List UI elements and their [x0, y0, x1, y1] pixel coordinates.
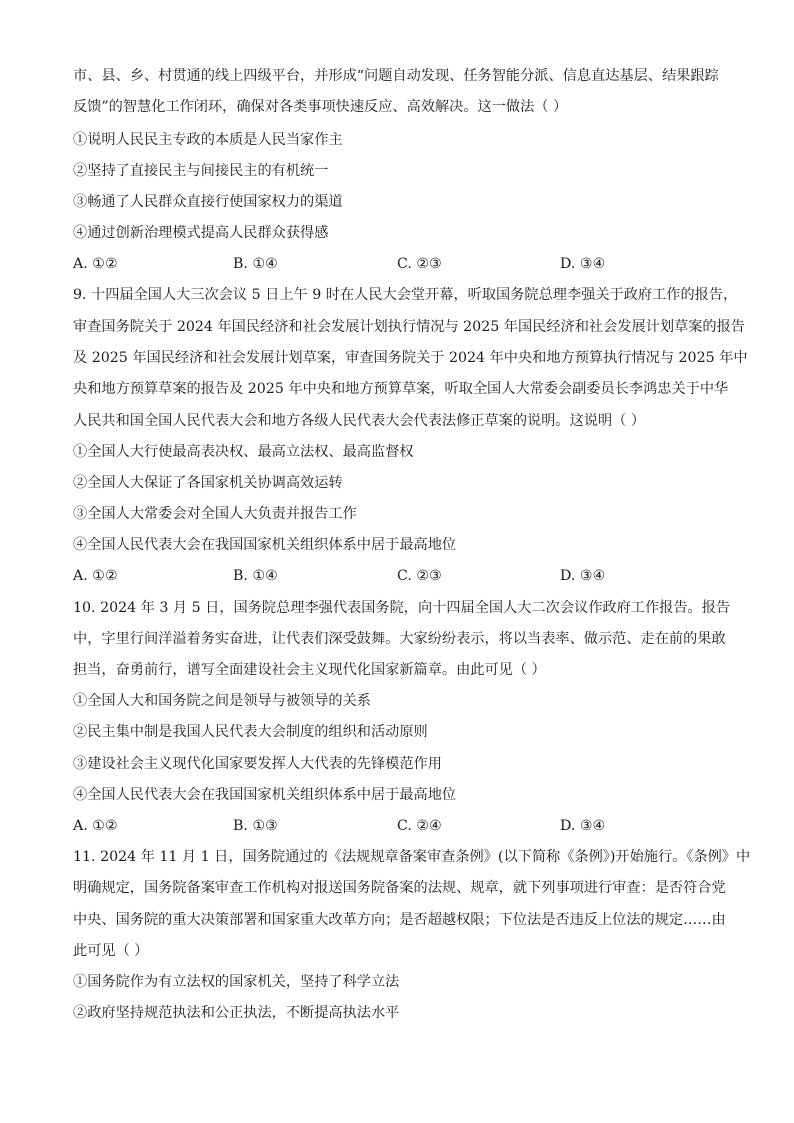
option-d[interactable]: D. ③④	[560, 256, 606, 272]
q9-statement-3: ③全国人大常委会对全国人大负责并报告工作	[73, 506, 357, 522]
q11-stem-line-2: 明确规定，国务院备案审查工作机构对报送国务院备案的法规、规章，就下列事项进行审查：是否符合党	[73, 880, 726, 896]
q10-statement-2: ②民主集中制是我国人民代表大会制度的组织和活动原则	[73, 724, 428, 740]
option-b[interactable]: B. ①④	[233, 256, 278, 272]
q8-statement-4: ④通过创新治理模式提高人民群众获得感	[73, 225, 329, 241]
q8-stem-line-2: 反馈”的智慧化工作闭环，确保对各类事项快速反应、高效解决。这一做法（ ）	[73, 99, 568, 115]
q11-statement-2: ②政府坚持规范执法和公正执法，不断提高执法水平	[73, 1005, 400, 1021]
q10-statement-3: ③建设社会主义现代化国家要发挥人大代表的先锋模范作用	[73, 756, 442, 772]
q9-stem-line-5: 人民共和国全国人民代表大会和地方各级人民代表大会代表法修正草案的说明。这说明（ ）	[73, 413, 646, 429]
q9-options	[73, 566, 723, 586]
q8-stem-line-1: 市、县、乡、村贯通的线上四级平台，并形成“问题自动发现、任务智能分派、信息直达基层、结果跟踪	[73, 68, 719, 84]
option-a[interactable]: A. ①②	[73, 256, 118, 272]
option-b[interactable]: B. ①③	[233, 818, 278, 834]
q8-statement-3: ③畅通了人民群众直接行使国家权力的渠道	[73, 194, 343, 210]
option-d[interactable]: D. ③④	[560, 818, 606, 834]
option-a[interactable]: A. ①②	[73, 568, 118, 584]
q10-stem-line-1: 10. 2024 年 3 月 5 日，国务院总理李强代表国务院，向十四届全国人大二次会议作政府工作报告。报告	[73, 600, 731, 616]
q8-statement-1: ①说明人民民主专政的本质是人民当家作主	[73, 132, 343, 148]
q10-stem-line-3: 担当，奋勇前行，谱写全面建设社会主义现代化国家新篇章。由此可见（ ）	[73, 662, 546, 678]
q9-stem-line-4: 央和地方预算草案的报告及 2025 年中央和地方预算草案，听取全国人大常委会副委员长李鸿忠关于中华	[73, 381, 729, 397]
q11-stem-line-4: 此可见（ ）	[73, 943, 149, 959]
option-c[interactable]: C. ②④	[397, 818, 442, 834]
option-d[interactable]: D. ③④	[560, 568, 606, 584]
q11-stem-line-3: 中央、国务院的重大决策部署和国家重大改革方向；是否超越权限；下位法是否违反上位法的规定……由	[73, 912, 726, 928]
option-a[interactable]: A. ①②	[73, 818, 118, 834]
q11-stem-line-1: 11. 2024 年 11 月 1 日，国务院通过的《法规规章备案审查条例》(以下简称《条例》)开始施行。《条例》中	[73, 849, 751, 865]
q10-statement-1: ①全国人大和国务院之间是领导与被领导的关系	[73, 693, 371, 709]
q9-statement-1: ①全国人大行使最高表决权、最高立法权、最高监督权	[73, 444, 414, 460]
q9-statement-4: ④全国人民代表大会在我国国家机关组织体系中居于最高地位	[73, 537, 457, 553]
q9-stem-line-1: 9. 十四届全国人大三次会议 5 日上午 9 时在人民大会堂开幕，听取国务院总理李强关于政府工作的报告，	[73, 287, 738, 303]
q10-statement-4: ④全国人民代表大会在我国国家机关组织体系中居于最高地位	[73, 787, 457, 803]
q9-stem-line-2: 审查国务院关于 2024 年国民经济和社会发展计划执行情况与 2025 年国民经济和社会发展计划草案的报告	[73, 319, 745, 335]
option-b[interactable]: B. ①④	[233, 568, 278, 584]
q9-stem-line-3: 及 2025 年国民经济和社会发展计划草案，审查国务院关于 2024 年中央和地方预算执行情况与 2025 年中	[73, 350, 748, 366]
q9-statement-2: ②全国人大保证了各国家机关协调高效运转	[73, 475, 343, 491]
q11-statement-1: ①国务院作为有立法权的国家机关，坚持了科学立法	[73, 974, 400, 990]
q10-options	[73, 816, 723, 836]
q8-statement-2: ②坚持了直接民主与间接民主的有机统一	[73, 163, 329, 179]
q8-options	[73, 254, 723, 274]
q10-stem-line-2: 中，字里行间洋溢着务实奋进，让代表们深受鼓舞。大家纷纷表示，将以当表率、做示范、走在前的果敢	[73, 631, 726, 647]
option-c[interactable]: C. ②③	[397, 568, 442, 584]
option-c[interactable]: C. ②③	[397, 256, 442, 272]
